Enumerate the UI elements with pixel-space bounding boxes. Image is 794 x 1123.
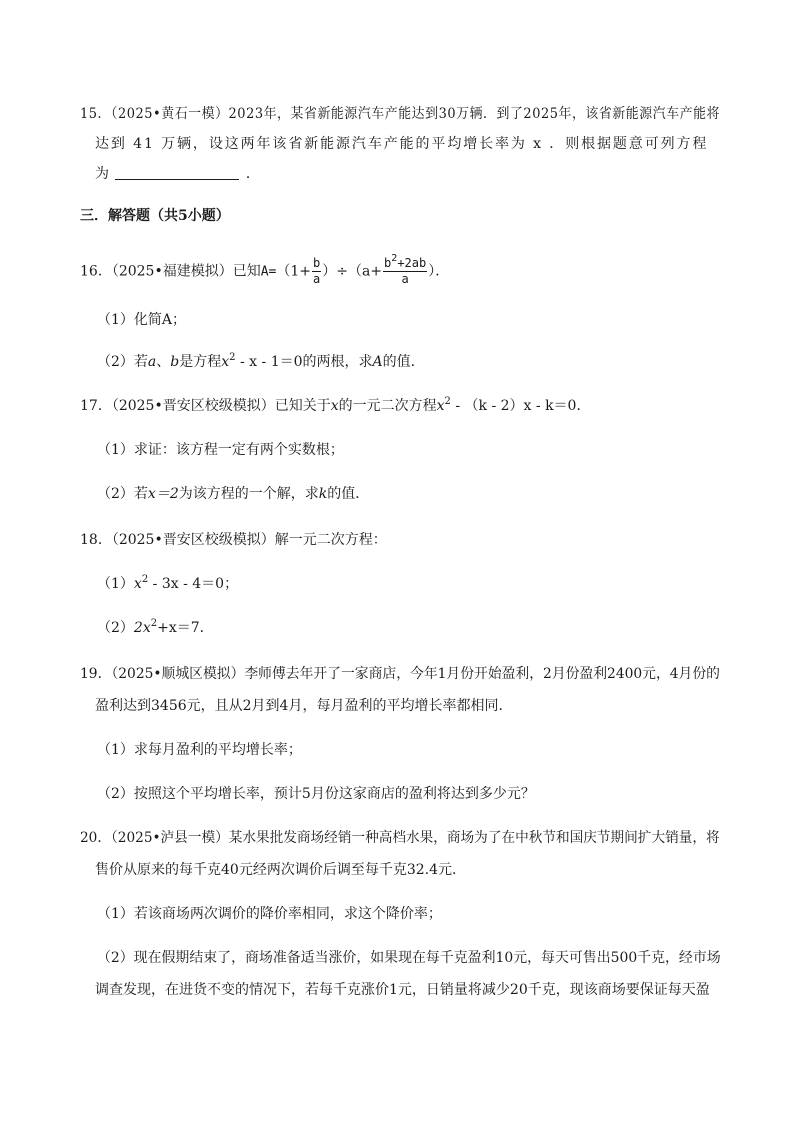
q20-part2-line1: （2）现在假期结束了，商场准备适当涨价，如果现在每千克盈利10元，每天可售出500千克，经市场 — [97, 950, 721, 966]
q17-part1: （1）求证：该方程一定有两个实数根； — [97, 442, 344, 458]
q20-line1: 20．（2025•泸县一模）某水果批发商场经销一种高档水果，商场为了在中秋节和国庆节期间扩大销量，将 — [80, 830, 720, 846]
q16-fraction-2 — [383, 253, 427, 287]
q15-line3-prefix: 为 — [95, 166, 109, 182]
q16-frac2-num-post: +2ab — [397, 256, 427, 270]
q20-part2-line2: 调查发现，在进货不变的情况下，若每千克涨价1元，日销量将减少20千克，现该商场要保证每天盈 — [95, 982, 710, 998]
q16-frac1-den: a — [313, 272, 321, 286]
q18-p1-pre: （1） — [97, 576, 134, 592]
q16-p2-rest: - x - 1＝0 — [235, 354, 303, 370]
q18-stem: 18．（2025•晋安区校级模拟）解一元二次方程： — [80, 532, 387, 548]
q18-p2-rest: +x＝7． — [157, 620, 214, 636]
q18-part2 — [97, 618, 214, 638]
q17-rest: - （k - 2）x - k＝0． — [450, 398, 591, 414]
q16-p2-end: 的两根，求 — [302, 354, 373, 370]
q16-frac2-num-pre: b — [384, 256, 392, 270]
q16-eq-a: A= — [260, 264, 277, 280]
q17-sup: 2 — [444, 396, 451, 407]
q18-p2-sup: 2 — [150, 618, 158, 629]
q16-part2 — [97, 352, 425, 372]
q16-p2-a: a — [147, 354, 157, 370]
section-title: 三．解答题（共5小题） — [80, 208, 230, 224]
q17-part2 — [97, 484, 369, 504]
q15-line3 — [95, 164, 260, 184]
q16-stem — [80, 253, 450, 287]
q16-p2-x: x — [221, 354, 230, 370]
q17-prefix: 17．（2025•晋安区校级模拟）已知关于 — [80, 398, 331, 414]
q16-paren-open: （1+ — [276, 263, 311, 280]
q20-line2: 售价从原来的每千克40元经两次调价后调至每千克32.4元． — [95, 862, 466, 878]
q19-line2: 盈利达到3456元，且从2月到4月，每月盈利的平均增长率都相同． — [95, 698, 513, 714]
q16-p2-sup: 2 — [229, 352, 236, 363]
q17-mid: 的一元二次方程 — [338, 398, 437, 414]
q15-line3-suffix: ． — [245, 166, 260, 182]
q15-line1: 15．（2025•黄石一模）2023年，某省新能源汽车产能达到30万辆．到了2025年，该省新能源汽车产能将 — [80, 106, 721, 122]
q17-stem — [80, 396, 590, 416]
q16-p2-pre: （2）若 — [97, 354, 148, 370]
q16-frac2-num — [383, 253, 427, 272]
q16-prefix: 16．（2025•福建模拟）已知 — [80, 263, 261, 280]
q17-x: x — [330, 398, 339, 414]
q16-p2-b: b — [170, 354, 180, 370]
q18-p1-sup: 2 — [141, 574, 149, 585]
q16-p2-mid: 是方程 — [179, 354, 222, 370]
q18-p1-rest: - 3x - 4＝0； — [148, 576, 239, 592]
q17-p2-k: k — [318, 486, 328, 502]
q18-p1-x: x — [133, 576, 142, 592]
q19-part1: （1）求每月盈利的平均增长率； — [97, 742, 302, 758]
q16-fraction-1 — [312, 256, 321, 287]
answer-blank[interactable] — [115, 165, 239, 180]
q16-frac2-den: a — [401, 272, 409, 286]
q17-p2-pre: （2）若 — [97, 486, 148, 502]
q18-p2-x: 2x — [133, 620, 151, 636]
q16-part1: （1）化简A； — [97, 312, 187, 328]
q18-part1 — [97, 574, 238, 594]
q16-close: ）． — [428, 263, 450, 280]
q19-line1: 19．（2025•顺城区模拟）李师傅去年开了一家商店，今年1月份开始盈利，2月份盈利2400元，4月份的 — [80, 666, 720, 682]
q17-p2-eq: x＝2 — [147, 486, 179, 502]
q18-p2-pre: （2） — [97, 620, 134, 636]
q15-line2: 达到 41 万辆，设这两年该省新能源汽车产能的平均增长率为 x ．则根据题意可列方程 — [95, 136, 709, 152]
q16-frac1-num: b — [313, 256, 321, 270]
q16-p2-tail: 的值． — [382, 354, 425, 370]
q16-div: ）÷（a+ — [322, 263, 383, 280]
q17-p2-mid: 为该方程的一个解，求 — [178, 486, 319, 502]
q20-part1: （1）若该商场两次调价的降价率相同，求这个降价率； — [97, 906, 442, 922]
q17-p2-tail: 的值． — [327, 486, 370, 502]
q16-p2-comma: 、 — [156, 354, 171, 370]
q16-p2-A: A — [372, 354, 383, 370]
q16-frac2-num-sup: 2 — [391, 253, 398, 264]
q19-part2: （2）按照这个平均增长率，预计5月份这家商店的盈利将达到多少元？ — [97, 786, 535, 802]
q17-x2: x — [436, 398, 445, 414]
